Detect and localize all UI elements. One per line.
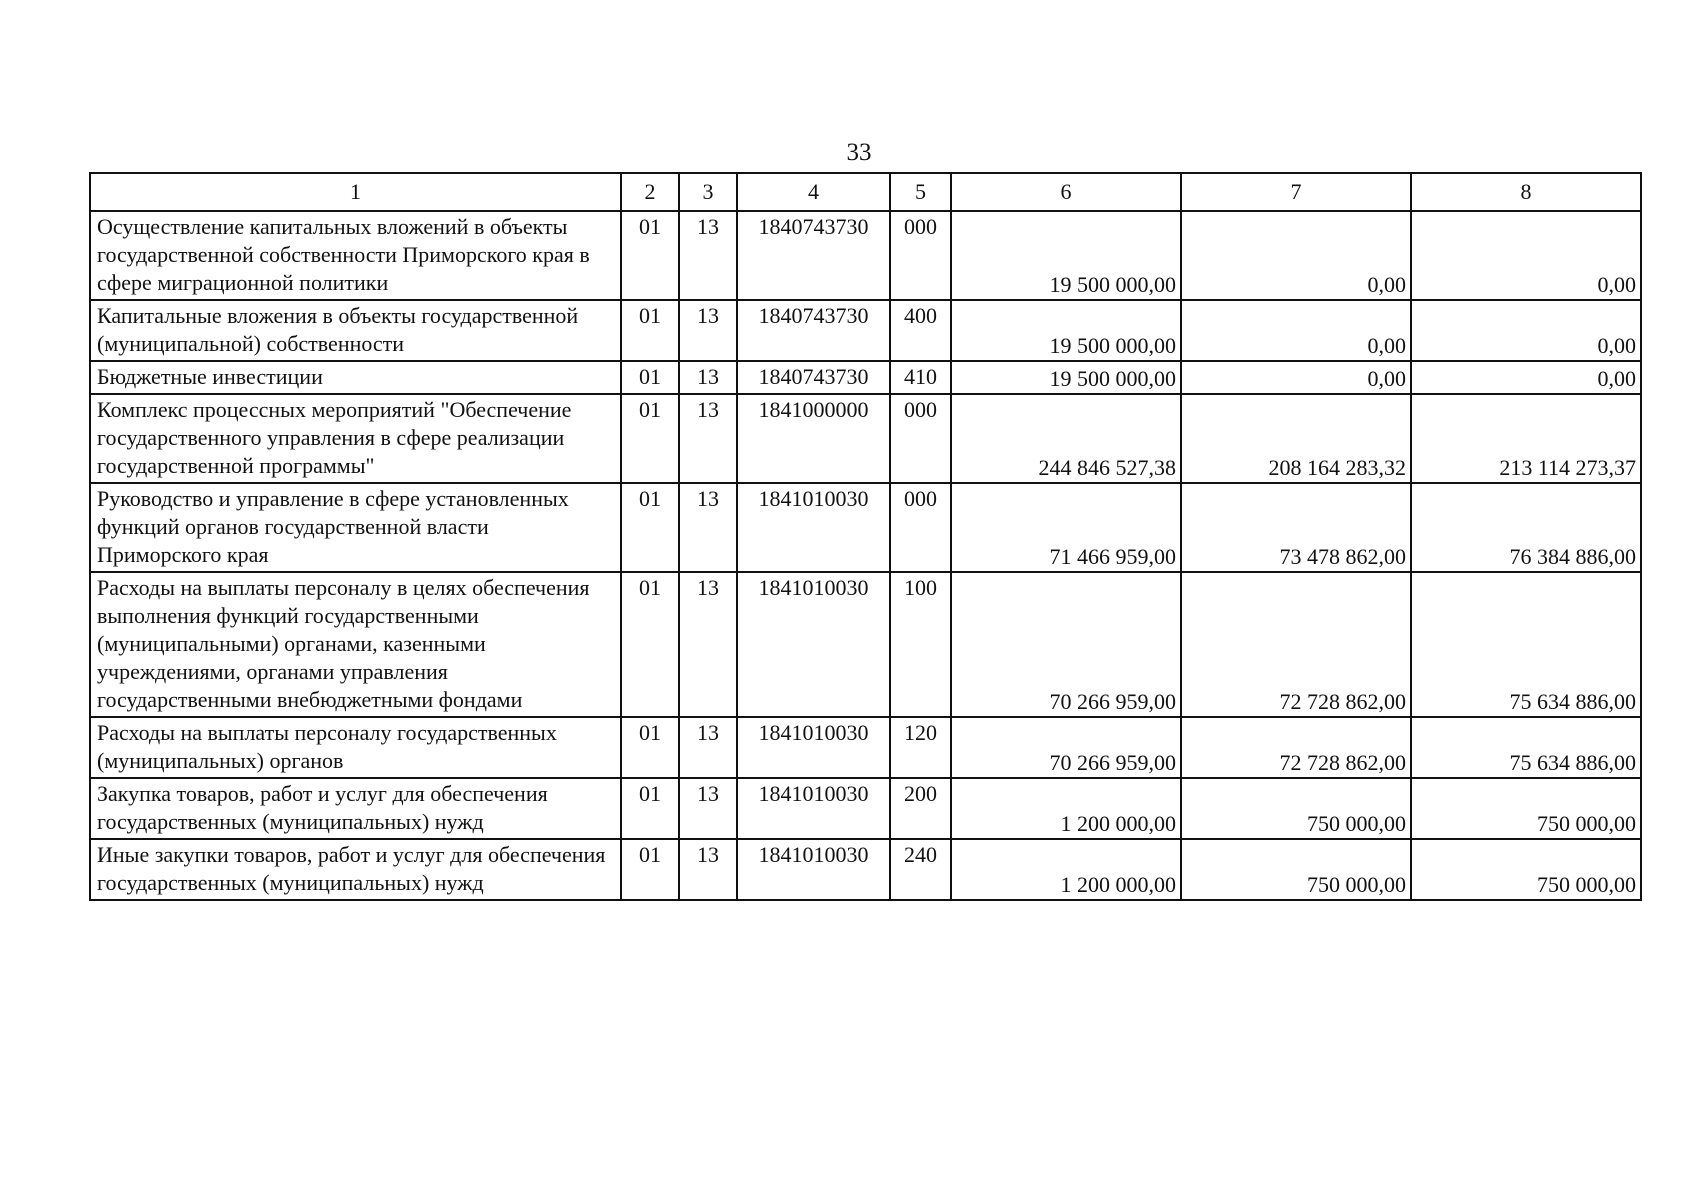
amount-col-8: 75 634 886,00	[1411, 572, 1641, 717]
amount-col-7: 0,00	[1181, 361, 1411, 394]
amount-col-7: 208 164 283,32	[1181, 394, 1411, 483]
table-body	[90, 173, 1641, 900]
column-number: 3	[679, 173, 737, 211]
subsection-code: 13	[679, 717, 737, 778]
target-article-code: 1840743730	[737, 300, 890, 361]
amount-col-7: 72 728 862,00	[1181, 717, 1411, 778]
target-article-code: 1841010030	[737, 572, 890, 717]
table-row	[90, 300, 1641, 361]
subsection-code: 13	[679, 483, 737, 572]
subsection-code: 13	[679, 394, 737, 483]
amount-col-6: 19 500 000,00	[951, 211, 1181, 300]
target-article-code: 1841010030	[737, 483, 890, 572]
expense-type-code: 410	[890, 361, 951, 394]
section-code: 01	[621, 717, 679, 778]
expense-type-code: 240	[890, 839, 951, 900]
expense-type-code: 000	[890, 394, 951, 483]
expense-name: Осуществление капитальных вложений в объекты государственной собственности Приморского края в сфере миграционной политики	[90, 211, 621, 300]
expense-type-code: 100	[890, 572, 951, 717]
section-code: 01	[621, 394, 679, 483]
target-article-code: 1841010030	[737, 778, 890, 839]
section-code: 01	[621, 839, 679, 900]
expense-name: Расходы на выплаты персоналу государственных (муниципальных) органов	[90, 717, 621, 778]
amount-col-8: 213 114 273,37	[1411, 394, 1641, 483]
amount-col-7: 72 728 862,00	[1181, 572, 1411, 717]
amount-col-6: 1 200 000,00	[951, 839, 1181, 900]
budget-table	[89, 172, 1642, 901]
amount-col-8: 0,00	[1411, 211, 1641, 300]
section-code: 01	[621, 778, 679, 839]
column-number: 7	[1181, 173, 1411, 211]
subsection-code: 13	[679, 778, 737, 839]
subsection-code: 13	[679, 300, 737, 361]
section-code: 01	[621, 572, 679, 717]
amount-col-6: 19 500 000,00	[951, 300, 1181, 361]
table-row	[90, 394, 1641, 483]
expense-type-code: 200	[890, 778, 951, 839]
table-row	[90, 839, 1641, 900]
expense-name: Бюджетные инвестиции	[90, 361, 621, 394]
amount-col-7: 73 478 862,00	[1181, 483, 1411, 572]
table-row	[90, 483, 1641, 572]
amount-col-8: 750 000,00	[1411, 839, 1641, 900]
amount-col-8: 750 000,00	[1411, 778, 1641, 839]
expense-type-code: 120	[890, 717, 951, 778]
subsection-code: 13	[679, 361, 737, 394]
target-article-code: 1840743730	[737, 361, 890, 394]
amount-col-6: 70 266 959,00	[951, 717, 1181, 778]
expense-name: Расходы на выплаты персоналу в целях обеспечения выполнения функций государственными (муниципальными) органами, казенными учреждениями, органами управления государственными внебюджетными фондами	[90, 572, 621, 717]
target-article-code: 1841000000	[737, 394, 890, 483]
expense-name: Руководство и управление в сфере установленных функций органов государственной власти Приморского края	[90, 483, 621, 572]
amount-col-8: 0,00	[1411, 361, 1641, 394]
column-number: 1	[90, 173, 621, 211]
amount-col-7: 0,00	[1181, 211, 1411, 300]
amount-col-8: 0,00	[1411, 300, 1641, 361]
table-row	[90, 361, 1641, 394]
column-number-row	[90, 173, 1641, 211]
section-code: 01	[621, 300, 679, 361]
amount-col-8: 76 384 886,00	[1411, 483, 1641, 572]
expense-name: Капитальные вложения в объекты государственной (муниципальной) собственности	[90, 300, 621, 361]
amount-col-8: 75 634 886,00	[1411, 717, 1641, 778]
subsection-code: 13	[679, 572, 737, 717]
expense-name: Закупка товаров, работ и услуг для обеспечения государственных (муниципальных) нужд	[90, 778, 621, 839]
subsection-code: 13	[679, 839, 737, 900]
table-row	[90, 778, 1641, 839]
column-number: 5	[890, 173, 951, 211]
page-number: 33	[846, 139, 872, 166]
amount-col-6: 19 500 000,00	[951, 361, 1181, 394]
subsection-code: 13	[679, 211, 737, 300]
expense-type-code: 000	[890, 483, 951, 572]
target-article-code: 1841010030	[737, 717, 890, 778]
column-number: 2	[621, 173, 679, 211]
column-number: 4	[737, 173, 890, 211]
target-article-code: 1841010030	[737, 839, 890, 900]
amount-col-6: 71 466 959,00	[951, 483, 1181, 572]
table-row	[90, 572, 1641, 717]
amount-col-6: 244 846 527,38	[951, 394, 1181, 483]
amount-col-7: 0,00	[1181, 300, 1411, 361]
expense-name: Иные закупки товаров, работ и услуг для обеспечения государственных (муниципальных) нужд	[90, 839, 621, 900]
expense-type-code: 000	[890, 211, 951, 300]
section-code: 01	[621, 483, 679, 572]
target-article-code: 1840743730	[737, 211, 890, 300]
column-number: 6	[951, 173, 1181, 211]
amount-col-7: 750 000,00	[1181, 778, 1411, 839]
amount-col-6: 70 266 959,00	[951, 572, 1181, 717]
section-code: 01	[621, 361, 679, 394]
table-row	[90, 211, 1641, 300]
expense-type-code: 400	[890, 300, 951, 361]
column-number: 8	[1411, 173, 1641, 211]
amount-col-6: 1 200 000,00	[951, 778, 1181, 839]
section-code: 01	[621, 211, 679, 300]
table-row	[90, 717, 1641, 778]
amount-col-7: 750 000,00	[1181, 839, 1411, 900]
expense-name: Комплекс процессных мероприятий "Обеспечение государственного управления в сфере реализации государственной программы"	[90, 394, 621, 483]
